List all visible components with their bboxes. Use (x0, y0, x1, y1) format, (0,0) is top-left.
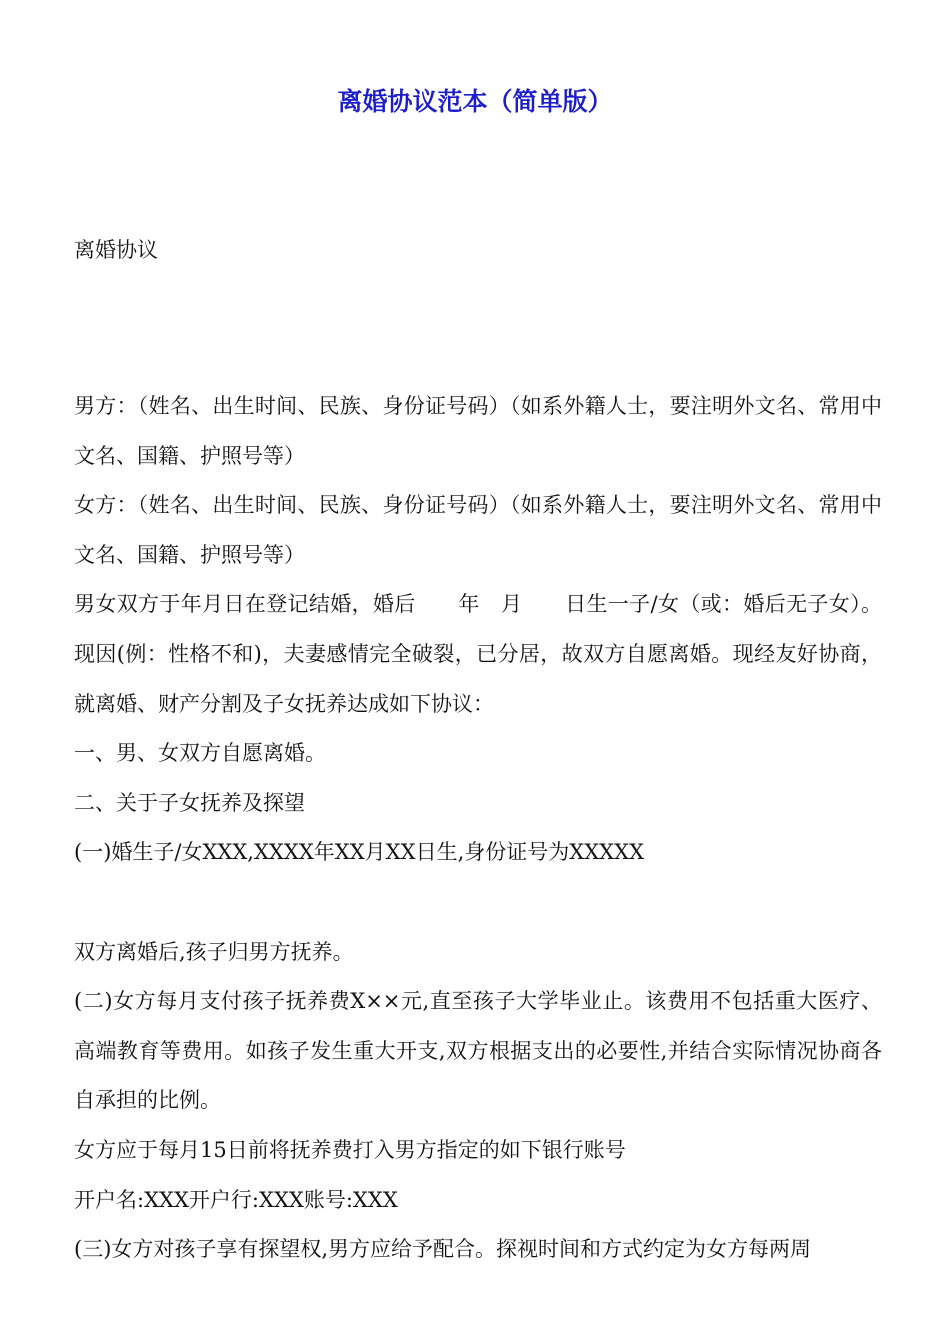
document-body (74, 382, 882, 1275)
paragraph-male-party: 男方：（姓名、出生时间、民族、身份证号码）（如系外籍人士，要注明外文名、常用中文名、国籍、护照号等） (74, 394, 882, 468)
clause-2-1-custody: 双方离婚后,孩子归男方抚养。 (74, 939, 354, 964)
clause-2-1: (一)婚生子/女XXX,XXXX年XX月XX日生,身份证号为XXXXX (74, 840, 645, 865)
paragraph-marriage-info: 男女双方于年月日在登记结婚，婚后 年 月 日生一子/女（或：婚后无子女）。现因(例：性格不和)，夫妻感情完全破裂，已分居，故双方自愿离婚。现经友好协商，就离婚、财产分割及子女抚养达成如下协议： (74, 592, 882, 716)
clause-2-2-bank-account: 开户名:XXX开户行:XXX账号:XXX (74, 1187, 398, 1212)
clause-2-2-payment: 女方应于每月15日前将抚养费打入男方指定的如下银行账号 (74, 1137, 626, 1162)
clause-2-3: (三)女方对孩子享有探望权,男方应给予配合。探视时间和方式约定为女方每两周 (74, 1237, 812, 1262)
paragraph-female-party: 女方：（姓名、出生时间、民族、身份证号码）（如系外籍人士，要注明外文名、常用中文名、国籍、护照号等） (74, 493, 882, 567)
document-title: 离婚协议范本（简单版） (337, 87, 613, 116)
clause-2-heading: 二、关于子女抚养及探望 (74, 790, 305, 815)
document-subtitle: 离婚协议 (74, 238, 158, 262)
blank-line (74, 878, 882, 928)
clause-1: 一、男、女双方自愿离婚。 (74, 741, 326, 766)
clause-2-2: (二)女方每月支付孩子抚养费X××元,直至孩子大学毕业止。该费用不包括重大医疗、高端教育等费用。如孩子发生重大开支,双方根据支出的必要性,并结合实际情况协商各自承担的比例。 (74, 989, 882, 1113)
